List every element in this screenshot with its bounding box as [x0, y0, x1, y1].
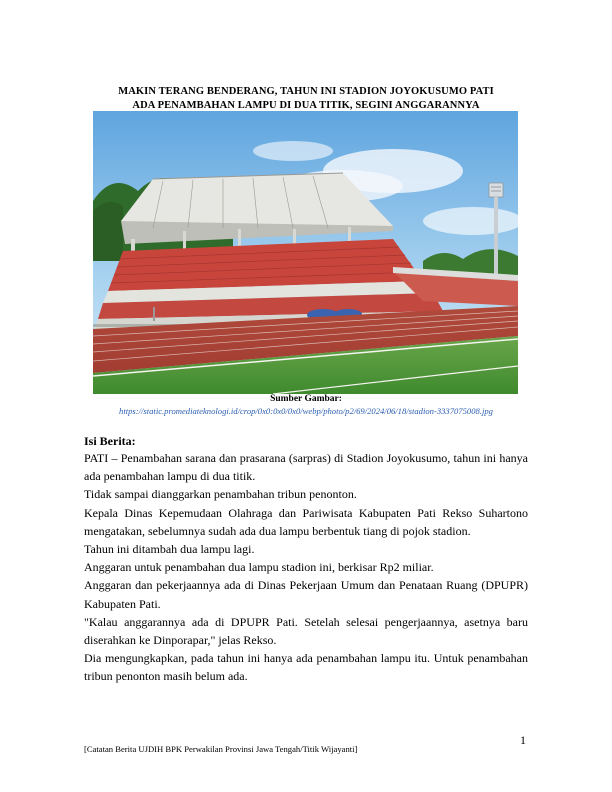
paragraph-5: Anggaran untuk penambahan dua lampu stadion ini, berkisar Rp2 miliar. — [84, 560, 434, 575]
page-number: 1 — [520, 733, 526, 747]
image-source-link[interactable]: https://static.promediateknologi.id/crop/0x0:0x0/0x0/webp/photo/p2/69/2024/06/18/stadion-3337075008.jpg — [119, 406, 493, 416]
paragraph-4: Tahun ini ditambah dua lampu lagi. — [84, 542, 255, 557]
article-title-line-1: MAKIN TERANG BENDERANG, TAHUN INI STADION JOYOKUSUMO PATI — [118, 86, 494, 97]
stadium-photo — [93, 111, 518, 394]
article-title-line-2: ADA PENAMBAHAN LAMPU DI DUA TITIK, SEGINI ANGGARANNYA — [132, 100, 480, 111]
article-body — [84, 449, 528, 686]
image-caption-label: Sumber Gambar: — [270, 394, 342, 404]
paragraph-8: Dia mengungkapkan, pada tahun ini hanya ada penambahan lampu itu. Untuk penambahan tribun penonton masih belum ada. — [84, 651, 528, 684]
paragraph-2: Tidak sampai dianggarkan penambahan tribun penonton. — [84, 487, 357, 502]
body-heading: Isi Berita: — [84, 434, 136, 448]
paragraph-1: PATI – Penambahan sarana dan prasarana (sarpras) di Stadion Joyokusumo, tahun ini hanya ada penambahan lampu di dua titik. — [84, 451, 528, 484]
paragraph-7: "Kalau anggarannya ada di DPUPR Pati. Setelah selesai pengerjaannya, asetnya baru diserahkan ke Dinporapar," jelas Rekso. — [84, 614, 528, 648]
paragraph-3: Kepala Dinas Kepemudaan Olahraga dan Pariwisata Kabupaten Pati Rekso Suhartono mengatakan, sebelumnya sudah ada dua lampu berbentuk tiang di pojok stadion. — [84, 505, 528, 538]
article-title — [84, 85, 528, 113]
paragraph-6: Anggaran dan pekerjaannya ada di Dinas Pekerjaan Umum dan Penataan Ruang (DPUPR) Kabupaten Pati. — [84, 578, 528, 611]
page-footer: [Catatan Berita UJDIH BPK Perwakilan Provinsi Jawa Tengah/Titik Wijayanti] — [84, 744, 358, 754]
